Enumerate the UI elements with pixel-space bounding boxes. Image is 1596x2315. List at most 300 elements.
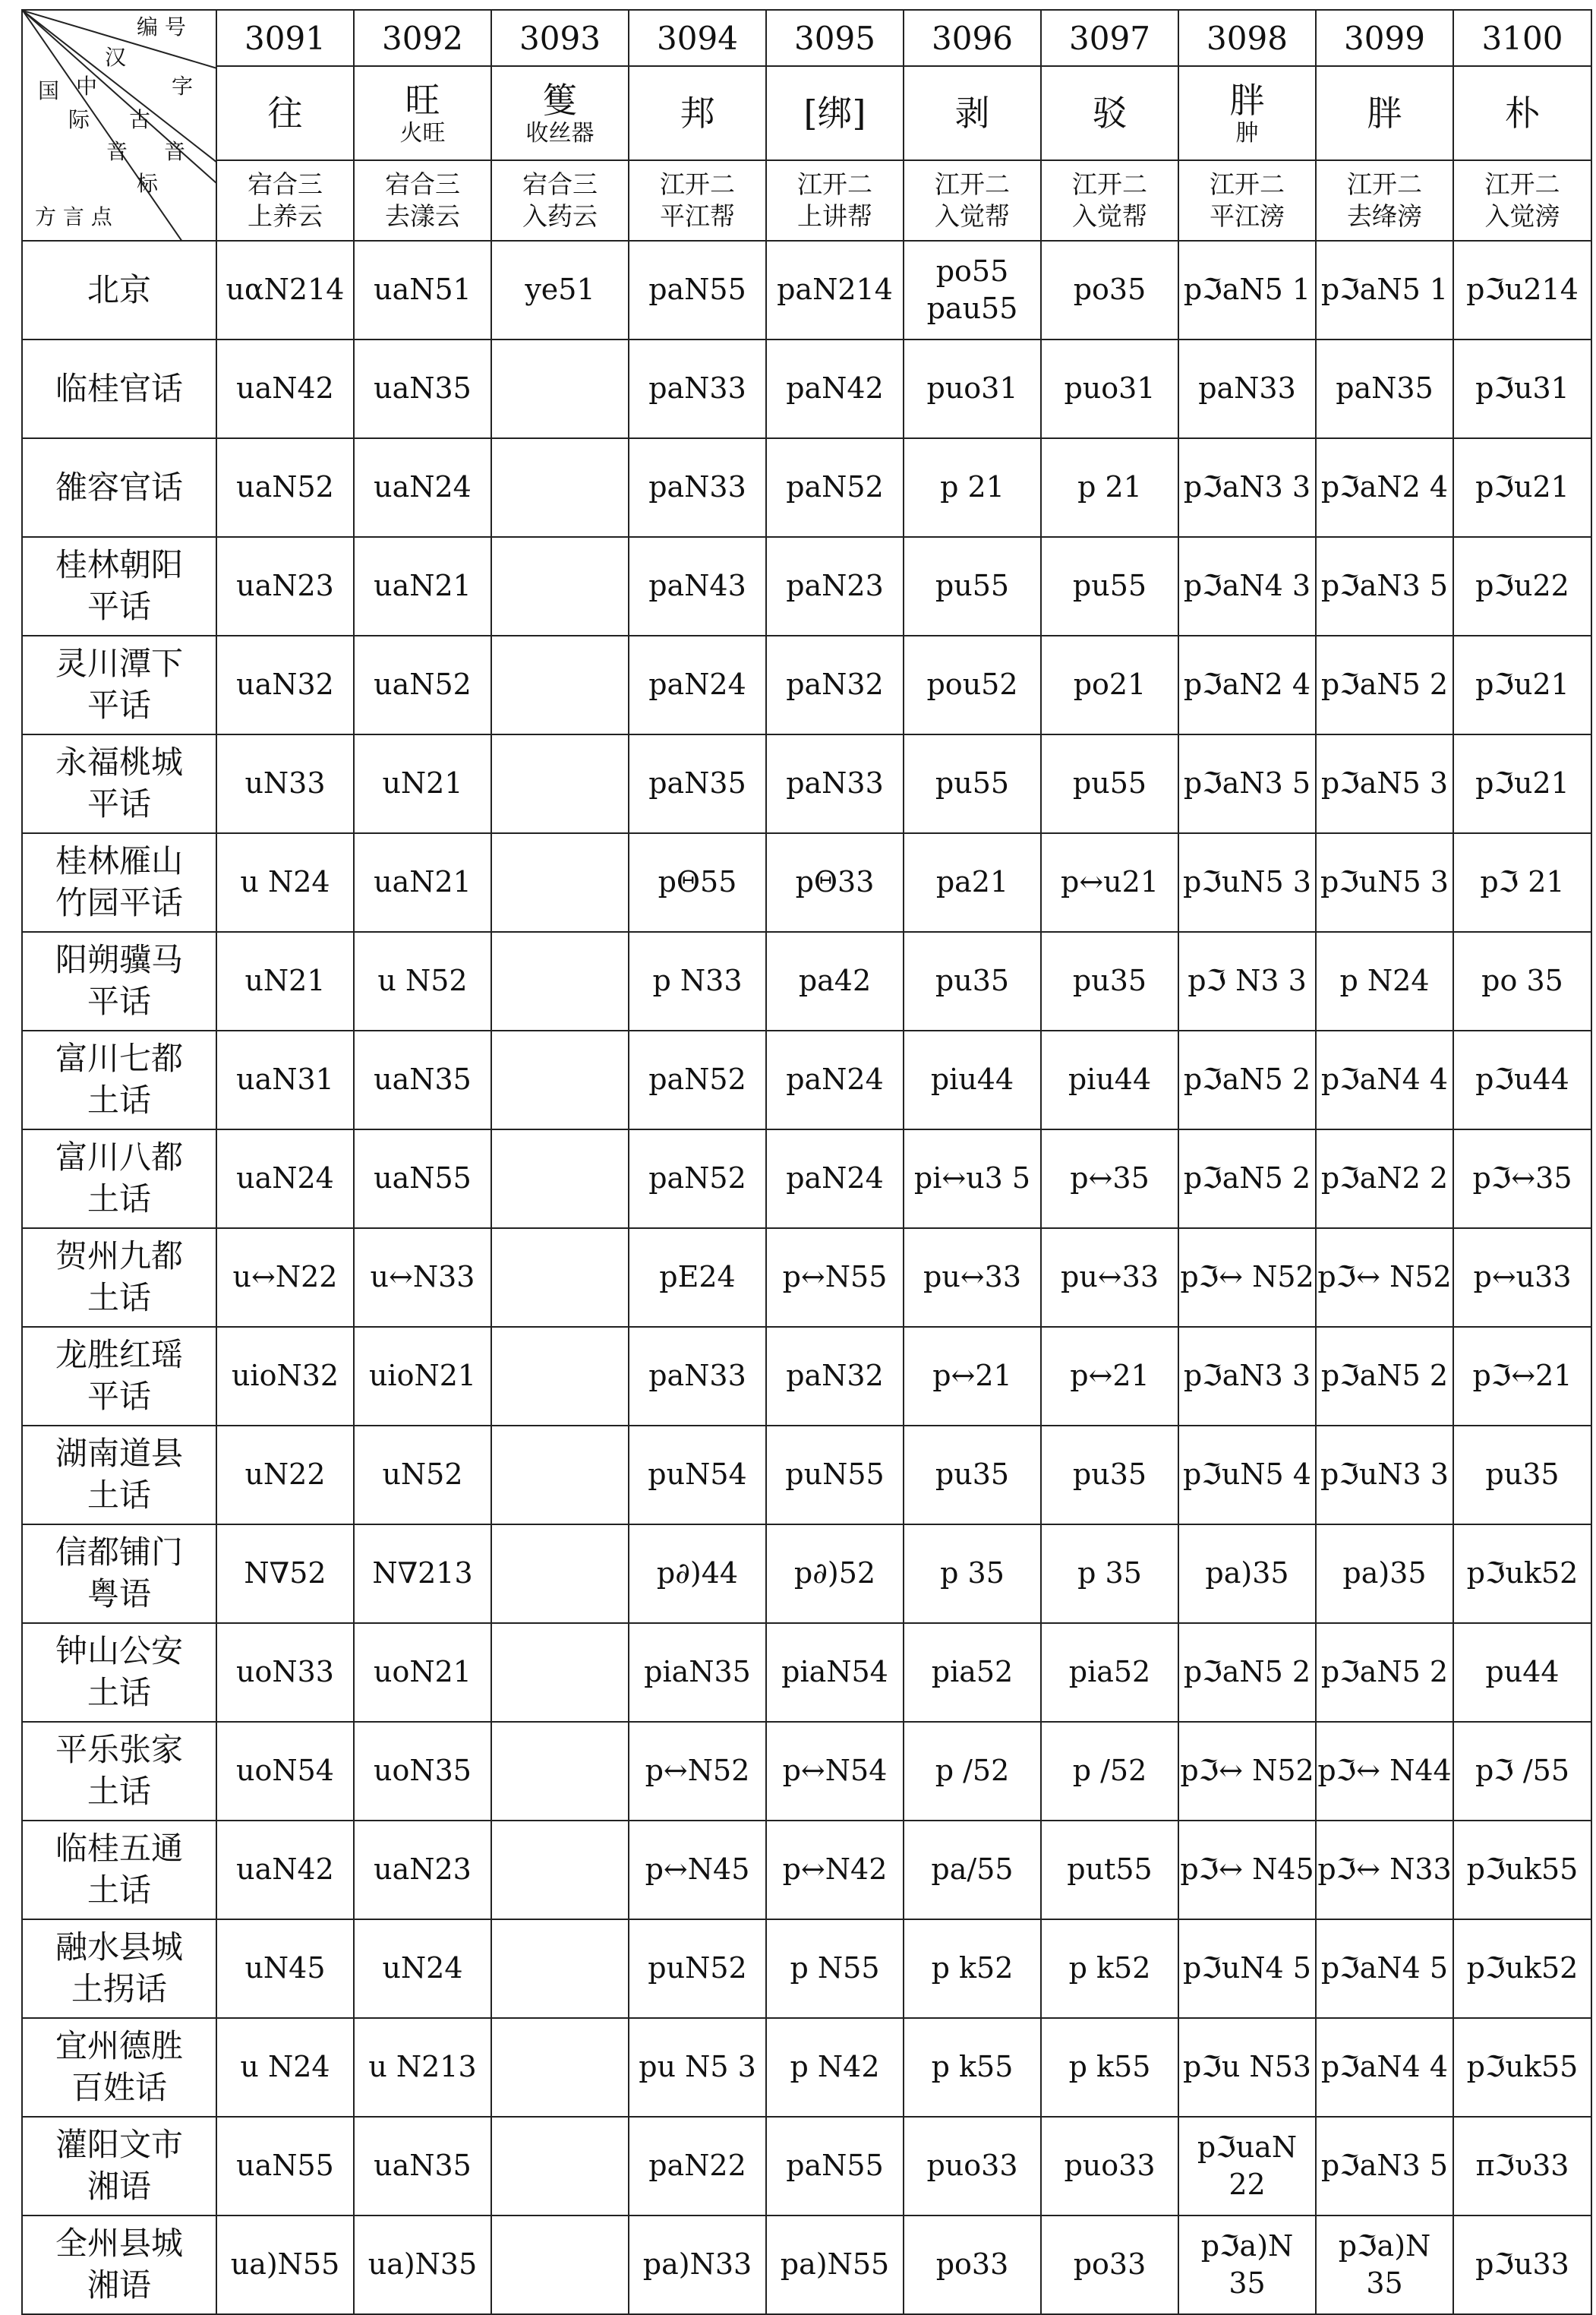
corner-label-dialect-point: 方 言 点 [35,204,112,229]
dialect-name-cell [22,1426,216,1524]
pronunciation-cell [766,2216,904,2314]
dialect-name-cell [22,1524,216,1623]
pronunciation-value: pℑaN5 2 [1320,1655,1449,1689]
pronunciation-cell [1178,1228,1316,1327]
pronunciation-value: uaN31 [236,1063,334,1097]
pronunciation-value: pu55 [935,569,1010,603]
pronunciation-cell [1316,438,1453,537]
pronunciation-value: ye51 [525,273,595,307]
middle-chinese-line: 入觉帮 [1072,201,1147,231]
pronunciation-value: u N24 [240,865,330,899]
column-number-cell [1453,10,1591,66]
pronunciation-cell [1041,1623,1178,1722]
pronunciation-value: uaN21 [374,865,472,899]
pronunciation-cell [1041,833,1178,932]
dialect-name-line: 土拐话 [71,1970,167,2007]
pronunciation-cell [766,438,904,537]
pronunciation-cell [766,1327,904,1426]
column-number-cell [354,10,491,66]
pronunciation-value: pa)35 [1342,1556,1427,1590]
column-number: 3091 [244,19,326,57]
column-number: 3099 [1344,19,1425,57]
pronunciation-cell [354,1426,491,1524]
dialect-name-cell [22,1327,216,1426]
pronunciation-value: p k55 [931,2050,1014,2084]
pronunciation-cell [766,241,904,340]
pronunciation-value: pℑuaN 22 [1197,2130,1298,2201]
pronunciation-cell [766,734,904,833]
pronunciation-value: u N24 [240,2050,330,2084]
pronunciation-cell [904,1821,1041,1919]
pronunciation-cell [1316,2216,1453,2314]
pronunciation-cell [1453,734,1591,833]
pronunciation-cell [766,932,904,1031]
pronunciation-cell [1316,2018,1453,2117]
pronunciation-value: pℑaN5 1 [1183,273,1311,307]
pronunciation-value: uaN42 [236,1852,334,1887]
pronunciation-value: pu↔33 [1061,1260,1159,1294]
pronunciation-cell [1316,340,1453,438]
character-cell [904,66,1041,160]
pronunciation-cell [1453,2117,1591,2216]
pronunciation-cell [491,1722,629,1821]
column-number-cell [629,10,766,66]
pronunciation-value: pΘ33 [795,865,875,899]
pronunciation-cell [1178,1919,1316,2018]
pronunciation-value: p 21 [1077,470,1142,504]
pronunciation-cell [1041,2018,1178,2117]
pronunciation-value: pu35 [1072,1458,1147,1492]
pronunciation-cell [216,1426,354,1524]
pronunciation-value: p↔N54 [782,1754,888,1788]
pronunciation-value: pℑ↔ N45 [1180,1852,1314,1887]
pronunciation-cell [766,1919,904,2018]
table-row [22,1228,1591,1327]
pronunciation-cell [1178,1129,1316,1228]
pronunciation-cell [629,1228,766,1327]
pronunciation-value: pℑu214 [1466,273,1579,307]
dialect-name-cell [22,537,216,636]
middle-chinese-line: 宕合三 [248,169,323,199]
pronunciation-value: pΘ55 [658,865,737,899]
pronunciation-value: pℑaN3 5 [1183,766,1311,801]
pronunciation-value: p↔N52 [645,1754,750,1788]
pronunciation-value: u↔N33 [370,1260,475,1294]
pronunciation-value: pou52 [926,668,1018,702]
pronunciation-cell [904,1524,1041,1623]
pronunciation-value: pℑuN5 3 [1183,865,1311,899]
dialect-name-line: 灌阳文市 [55,2126,183,2164]
corner-label-biao: 标 [137,171,159,196]
pronunciation-cell [1453,340,1591,438]
pronunciation-cell [1316,1228,1453,1327]
pronunciation-cell [1316,1426,1453,1524]
pronunciation-cell [629,2216,766,2314]
dialect-name-line: 贺州九都 [55,1237,183,1275]
dialect-name-line: 富川七都 [55,1040,183,1078]
pronunciation-value: p∂)44 [656,1556,739,1590]
pronunciation-value: pℑaN3 5 [1320,2149,1449,2183]
dialect-name-line: 北京 [87,270,151,308]
pronunciation-cell [1178,2117,1316,2216]
table-row [22,438,1591,537]
pronunciation-value: uaN42 [236,371,334,406]
pronunciation-cell [766,1031,904,1129]
middle-chinese-line: 江开二 [660,169,735,199]
pronunciation-value: uoN54 [236,1754,334,1788]
middle-chinese-cell [904,160,1041,241]
pronunciation-cell [629,833,766,932]
character: 朴 [1505,92,1540,134]
middle-chinese-cell [1316,160,1453,241]
pronunciation-cell [1178,537,1316,636]
pronunciation-cell [1453,636,1591,734]
pronunciation-cell [1316,1129,1453,1228]
pronunciation-value: uN24 [382,1951,463,1985]
pronunciation-value: paN23 [786,569,884,603]
table-row [22,1031,1591,1129]
pronunciation-value: p↔u21 [1061,865,1159,899]
corner-label-yin-1: 音 [106,139,128,164]
middle-chinese-line: 江开二 [797,169,872,199]
pronunciation-cell [766,537,904,636]
middle-chinese-cell [491,160,629,241]
pronunciation-cell [629,1327,766,1426]
pronunciation-cell [354,241,491,340]
pronunciation-cell [904,2216,1041,2314]
pronunciation-cell [1178,636,1316,734]
dialect-name-cell [22,833,216,932]
pronunciation-value: piu44 [930,1063,1014,1097]
character-row [22,66,1591,160]
table-row [22,241,1591,340]
middle-chinese-cell [1178,160,1316,241]
pronunciation-cell [1041,2117,1178,2216]
pronunciation-cell [1453,833,1591,932]
pronunciation-cell [216,438,354,537]
character: 胖 [1229,80,1265,122]
pronunciation-cell [1316,932,1453,1031]
pronunciation-value: u↔N22 [232,1260,338,1294]
pronunciation-cell [1453,1129,1591,1228]
character: 剥 [954,92,990,134]
pronunciation-value: paN32 [786,668,884,702]
pronunciation-cell [354,636,491,734]
dialect-comparison-table [21,9,1592,2315]
corner-label-zhong: 中 [76,74,98,99]
pronunciation-cell [354,1228,491,1327]
dialect-name-cell [22,438,216,537]
pronunciation-value: p N42 [790,2050,880,2084]
column-number-cell [766,10,904,66]
table-row [22,833,1591,932]
character-cell [491,66,629,160]
pronunciation-value: ua)N55 [230,2247,340,2282]
dialect-name-line: 湖南道县 [55,1435,183,1473]
pronunciation-cell [766,2117,904,2216]
pronunciation-cell [1453,438,1591,537]
pronunciation-cell [216,734,354,833]
character-gloss: 收丝器 [525,119,595,147]
pronunciation-cell [629,241,766,340]
pronunciation-cell [216,1821,354,1919]
pronunciation-cell [354,1524,491,1623]
dialect-name-line: 平话 [87,1378,151,1415]
pronunciation-cell [491,2018,629,2117]
pronunciation-value: puN54 [648,1458,747,1492]
pronunciation-cell [766,1722,904,1821]
pronunciation-value: pℑaN5 2 [1320,668,1449,702]
pronunciation-cell [491,1524,629,1623]
dialect-name-line: 平话 [87,687,151,724]
table-row [22,537,1591,636]
pronunciation-cell [491,340,629,438]
pronunciation-value: pu44 [1485,1655,1560,1689]
middle-chinese-row [22,160,1591,241]
pronunciation-value: pℑaN5 2 [1183,1161,1311,1195]
table-row [22,1623,1591,1722]
pronunciation-value: put55 [1067,1852,1153,1887]
pronunciation-cell [1178,2018,1316,2117]
pronunciation-value: pℑaN5 3 [1320,766,1449,801]
dialect-name-line: 钟山公安 [55,1632,183,1670]
pronunciation-cell [766,1821,904,1919]
column-number: 3095 [794,19,875,57]
pronunciation-value: pℑuN4 5 [1183,1951,1311,1985]
pronunciation-cell [1041,734,1178,833]
pronunciation-cell [629,2018,766,2117]
pronunciation-cell [1316,636,1453,734]
pronunciation-cell [216,1327,354,1426]
pronunciation-value: pℑ N3 3 [1188,964,1307,998]
pronunciation-cell [491,1327,629,1426]
column-number-cell [1178,10,1316,66]
dialect-name-line: 桂林朝阳 [55,546,183,584]
character: 邦 [680,92,715,134]
dialect-name-cell [22,1129,216,1228]
pronunciation-cell [1041,537,1178,636]
table-row [22,1129,1591,1228]
middle-chinese-line: 江开二 [1072,169,1147,199]
pronunciation-cell [629,1426,766,1524]
pronunciation-value: po33 [935,2247,1009,2282]
dialect-name-line: 龙胜红瑶 [55,1336,183,1374]
middle-chinese-line: 上养云 [248,201,323,231]
pronunciation-value: paN52 [648,1063,746,1097]
corner-label-ji: 际 [68,107,90,132]
pronunciation-value: paN43 [648,569,746,603]
pronunciation-value: paN33 [1198,371,1296,406]
character-cell [629,66,766,160]
pronunciation-cell [629,2117,766,2216]
table-row [22,1327,1591,1426]
pronunciation-value: paN42 [786,371,884,406]
dialect-name-line: 平话 [87,983,151,1020]
dialect-name-line: 宜州德胜 [55,2027,183,2065]
pronunciation-cell [354,1919,491,2018]
pronunciation-value: puo31 [1064,371,1156,406]
pronunciation-cell [1316,1821,1453,1919]
pronunciation-cell [1041,2216,1178,2314]
pronunciation-cell [904,1228,1041,1327]
pronunciation-cell [1178,1623,1316,1722]
pronunciation-cell [1041,1426,1178,1524]
dialect-name-cell [22,2216,216,2314]
pronunciation-cell [216,2117,354,2216]
pronunciation-value: pℑ↔ N33 [1317,1852,1452,1887]
pronunciation-value: uN21 [244,964,326,998]
pronunciation-cell [904,537,1041,636]
pronunciation-cell [216,1129,354,1228]
pronunciation-cell [766,1524,904,1623]
pronunciation-cell [904,241,1041,340]
table-row [22,932,1591,1031]
middle-chinese-line: 入药云 [522,201,598,231]
pronunciation-cell [904,636,1041,734]
pronunciation-cell [1316,241,1453,340]
pronunciation-cell [354,438,491,537]
dialect-name-cell [22,734,216,833]
pronunciation-cell [1041,241,1178,340]
pronunciation-cell [1453,2216,1591,2314]
corner-label-guo: 国 [38,78,60,103]
pronunciation-value: p 21 [940,470,1005,504]
pronunciation-value: uN21 [382,766,463,801]
pronunciation-value: p 35 [1077,1556,1142,1590]
pronunciation-value: pℑaN4 4 [1320,1063,1449,1097]
character: 驳 [1092,92,1128,134]
pronunciation-value: uaN35 [374,1063,472,1097]
pronunciation-value: pℑu21 [1475,668,1569,702]
dialect-name-line: 阳朔骥马 [55,941,183,979]
pronunciation-value: pℑaN4 3 [1183,569,1311,603]
dialect-name-line: 富川八都 [55,1139,183,1176]
pronunciation-value: p 35 [940,1556,1005,1590]
pronunciation-value: pℑuk52 [1466,1556,1579,1590]
pronunciation-value: uaN35 [374,2149,472,2183]
column-number: 3098 [1206,19,1288,57]
pronunciation-cell [629,1821,766,1919]
pronunciation-cell [1453,1228,1591,1327]
pronunciation-cell [1041,1129,1178,1228]
table-row [22,2216,1591,2314]
table-row [22,1919,1591,2018]
pronunciation-cell [1041,1031,1178,1129]
character-cell [1178,66,1316,160]
pronunciation-value: uN52 [382,1458,463,1492]
pronunciation-cell [216,1919,354,2018]
pronunciation-cell [766,636,904,734]
pronunciation-cell [1453,1623,1591,1722]
dialect-name-line: 临桂官话 [55,369,183,407]
pronunciation-cell [1316,1327,1453,1426]
character: 往 [267,92,303,134]
middle-chinese-cell [629,160,766,241]
pronunciation-cell [491,2117,629,2216]
pronunciation-cell [491,636,629,734]
pronunciation-cell [1178,1524,1316,1623]
pronunciation-cell [1178,340,1316,438]
pronunciation-value: puN55 [785,1458,885,1492]
pronunciation-cell [629,1919,766,2018]
column-number-cell [1041,10,1178,66]
pronunciation-cell [1316,833,1453,932]
middle-chinese-cell [354,160,491,241]
column-number: 3094 [657,19,738,57]
middle-chinese-line: 江开二 [935,169,1010,199]
column-number: 3093 [519,19,601,57]
middle-chinese-line: 江开二 [1484,169,1560,199]
pronunciation-cell [904,1031,1041,1129]
pronunciation-value: ua)N35 [367,2247,478,2282]
pronunciation-value: paN55 [786,2149,884,2183]
dialect-name-line: 灵川潭下 [55,645,183,683]
pronunciation-cell [354,1031,491,1129]
column-number: 3100 [1481,19,1563,57]
middle-chinese-line: 宕合三 [385,169,460,199]
table-row [22,2117,1591,2216]
pronunciation-value: uN22 [244,1458,326,1492]
pronunciation-value: uaN23 [374,1852,472,1887]
pronunciation-value: pa)N33 [642,2247,752,2282]
pronunciation-value: u N213 [368,2050,477,2084]
character: 旺 [405,80,440,122]
pronunciation-cell [491,1426,629,1524]
pronunciation-cell [216,1623,354,1722]
pronunciation-cell [1041,340,1178,438]
pronunciation-cell [629,1722,766,1821]
dialect-name-cell [22,1031,216,1129]
dialect-name-cell [22,241,216,340]
pronunciation-cell [1316,1524,1453,1623]
column-number-cell [904,10,1041,66]
middle-chinese-cell [216,160,354,241]
pronunciation-cell [1178,734,1316,833]
corner-header-cell [22,10,216,241]
pronunciation-value: pℑuN5 3 [1320,865,1449,899]
corner-label-zi: 字 [172,74,194,99]
pronunciation-value: uaN21 [374,569,472,603]
pronunciation-value: piaN35 [644,1655,751,1689]
pronunciation-value: pu N5 3 [639,2050,756,2084]
pronunciation-cell [354,1129,491,1228]
pronunciation-cell [491,1129,629,1228]
pronunciation-cell [1041,1722,1178,1821]
pronunciation-value: pℑu31 [1475,371,1569,406]
pronunciation-value: pℑuk52 [1466,1951,1579,1985]
pronunciation-cell [216,1722,354,1821]
dialect-name-line: 湘语 [87,2168,151,2205]
pronunciation-value: p↔N42 [782,1852,888,1887]
pronunciation-cell [904,932,1041,1031]
pronunciation-value: p↔35 [1070,1161,1150,1195]
pronunciation-cell [1041,1327,1178,1426]
character-cell [354,66,491,160]
dialect-name-line: 土话 [87,1180,151,1218]
pronunciation-value: paN52 [648,1161,746,1195]
pronunciation-value: pℑaN4 4 [1320,2050,1449,2084]
pronunciation-cell [491,438,629,537]
table-row [22,734,1591,833]
dialect-name-cell [22,340,216,438]
dialect-name-cell [22,636,216,734]
pronunciation-value: pℑ↔21 [1472,1359,1572,1393]
pronunciation-cell [354,734,491,833]
pronunciation-cell [1178,932,1316,1031]
pronunciation-cell [904,340,1041,438]
pronunciation-value: uaN32 [236,668,334,702]
pronunciation-value: N∇52 [244,1556,326,1590]
